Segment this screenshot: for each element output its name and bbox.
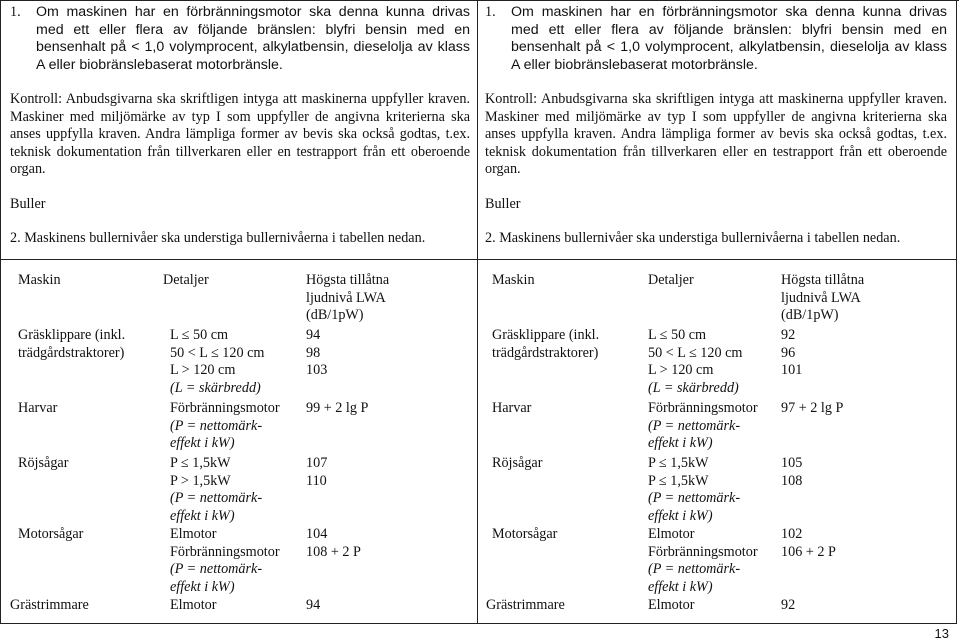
- left-row1-detail: 50 < L ≤ 120 cm: [170, 344, 265, 361]
- left-row4-detail: effekt i kW): [170, 578, 235, 595]
- right-th-hogsta: Högsta tillåtna ljudnivå LWA (dB/1pW): [781, 272, 865, 323]
- right-row4-detail: Elmotor: [648, 526, 695, 542]
- left-th-maskin: Maskin: [18, 272, 61, 288]
- left-row4-values: [306, 526, 361, 561]
- right-row4-detail: Förbränningsmotor: [648, 543, 758, 560]
- right-row4-details: [648, 526, 758, 596]
- right-row1-value: 101: [781, 362, 803, 378]
- right-item1-number: 1.: [485, 4, 496, 20]
- left-column: [10, 4, 470, 248]
- right-row3-detail: P ≤ 1,5kW: [648, 455, 709, 471]
- left-row2-values: [306, 400, 368, 418]
- right-row5-values: [781, 597, 795, 615]
- right-item1: [485, 4, 947, 74]
- right-column: [485, 4, 947, 248]
- right-row3-detail: P ≤ 1,5kW: [648, 472, 709, 489]
- left-item1-number: 1.: [10, 4, 21, 20]
- right-row1-detail: (L = skärbredd): [648, 379, 739, 396]
- left-row1-value: 103: [306, 362, 328, 378]
- left-row4-detail: Elmotor: [170, 526, 217, 542]
- right-row1-values: [781, 327, 802, 380]
- left-row2-detail: effekt i kW): [170, 435, 235, 451]
- left-row2-value: 99 + 2 lg P: [306, 400, 369, 416]
- right-row3-values: [781, 455, 802, 490]
- left-row3-detail: P ≤ 1,5kW: [170, 455, 231, 471]
- left-row3-detail: (P = nettomärk-: [170, 490, 263, 506]
- left-row4-value: 108 + 2 P: [306, 543, 361, 560]
- left-row2-machine: Harvar: [18, 400, 58, 416]
- left-row3-detail: P > 1,5kW: [170, 472, 231, 489]
- right-row1-details: [648, 327, 742, 397]
- right-row5-machine: Grästrimmare: [486, 597, 565, 613]
- right-row3-details: [648, 455, 740, 525]
- left-row4-details: [170, 526, 280, 596]
- right-row2-details: [648, 400, 758, 453]
- left-row2-details: [170, 400, 280, 453]
- left-row5-detail: Elmotor: [170, 597, 217, 613]
- right-item1-text: Om maskinen har en förbränningsmotor ska denna kunna drivas med ett eller flera av följande bränslen: blyfri bensin med en bensenhalt på < 1,0 volymprocent, alkylatbensin, dieselolja av klass A eller biobränslebaserat motorbränsle.: [511, 4, 947, 73]
- right-row4-value: 106 + 2 P: [781, 543, 836, 560]
- left-row3-value: 107: [306, 455, 328, 471]
- right-row2-detail: Förbränningsmotor: [648, 400, 758, 416]
- left-row3-machine: Röjsågar: [18, 455, 69, 471]
- right-th-detaljer: Detaljer: [648, 272, 694, 288]
- left-row1-value: 98: [306, 344, 321, 361]
- right-row4-detail: effekt i kW): [648, 578, 713, 595]
- right-row1-detail: L ≤ 50 cm: [648, 327, 707, 343]
- right-row1-machine: Gräsklippare (inkl. trädgårdstraktorer): [492, 327, 600, 361]
- right-row4-values: [781, 526, 836, 561]
- right-row4-value: 102: [781, 526, 803, 542]
- right-row2-detail: (P = nettomärk-: [648, 417, 741, 434]
- right-row1-value: 96: [781, 344, 796, 361]
- right-kontroll: [485, 91, 947, 179]
- page-number: 13: [934, 625, 949, 641]
- left-kontroll-text: Anbudsgivarna ska skriftligen intyga att maskinerna uppfyller kraven. Maskiner med miljömärke av typ I som uppfyller de angivna kriterierna ska anses uppfylla kraven. Andra lämpliga former av bevis ska också godtas, t.ex. teknisk dokumentation från tillverkaren eller en testrapport från ett oberoende organ.: [10, 91, 470, 177]
- right-row3-machine: Röjsågar: [492, 455, 543, 471]
- left-row5-details: [170, 597, 217, 615]
- frame-bottom: [0, 623, 957, 624]
- frame-left: [0, 0, 1, 624]
- left-row2-detail: (P = nettomärk-: [170, 417, 263, 434]
- left-row3-details: [170, 455, 262, 525]
- right-th-maskin: Maskin: [492, 272, 535, 288]
- left-row3-value: 110: [306, 472, 327, 489]
- left-th-hogsta: Högsta tillåtna ljudnivå LWA (dB/1pW): [306, 272, 390, 323]
- right-row1-detail: 50 < L ≤ 120 cm: [648, 344, 743, 361]
- right-row1-value: 92: [781, 327, 796, 343]
- right-heading-buller: Buller: [485, 195, 521, 212]
- left-th-detaljer: Detaljer: [163, 272, 209, 288]
- left-row1-value: 94: [306, 327, 321, 343]
- left-row5-machine: Grästrimmare: [10, 597, 89, 613]
- right-item2: 2. Maskinens bullernivåer ska understiga bullernivåerna i tabellen nedan.: [485, 230, 901, 246]
- left-row4-detail: (P = nettomärk-: [170, 561, 263, 577]
- left-row4-value: 104: [306, 526, 328, 542]
- left-row1-detail: (L = skärbredd): [170, 379, 261, 396]
- right-row2-value: 97 + 2 lg P: [781, 400, 844, 416]
- right-row3-detail: effekt i kW): [648, 507, 713, 524]
- left-row3-detail: effekt i kW): [170, 507, 235, 524]
- right-row2-values: [781, 400, 843, 418]
- right-row1-detail: L > 120 cm: [648, 362, 714, 378]
- left-row5-value: 94: [306, 597, 321, 613]
- left-row4-detail: Förbränningsmotor: [170, 543, 280, 560]
- left-kontroll: [10, 91, 470, 179]
- right-kontroll-text: Anbudsgivarna ska skriftligen intyga att maskinerna uppfyller kraven. Maskiner med miljömärke av typ I som uppfyller de angivna kriterierna ska anses uppfylla kraven. Andra lämpliga former av bevis ska också godtas, t.ex. teknisk dokumentation från tillverkaren eller en testrapport från ett oberoende organ.: [485, 91, 947, 177]
- left-row3-values: [306, 455, 327, 490]
- left-row1-detail: L > 120 cm: [170, 362, 236, 378]
- right-row5-detail: Elmotor: [648, 597, 695, 613]
- right-row4-detail: (P = nettomärk-: [648, 561, 741, 577]
- frame-mid: [477, 0, 478, 624]
- right-row3-detail: (P = nettomärk-: [648, 490, 741, 506]
- frame-right: [956, 0, 957, 624]
- right-row3-value: 105: [781, 455, 803, 471]
- frame-top: [0, 0, 959, 1]
- left-row1-detail: L ≤ 50 cm: [170, 327, 229, 343]
- left-heading-buller: Buller: [10, 195, 46, 212]
- left-row5-values: [306, 597, 320, 615]
- right-row4-machine: Motorsågar: [492, 526, 558, 542]
- left-row1-details: [170, 327, 264, 397]
- left-item1: [10, 4, 470, 74]
- right-row2-machine: Harvar: [492, 400, 532, 416]
- left-row1-values: [306, 327, 327, 380]
- right-row2-detail: effekt i kW): [648, 435, 713, 451]
- right-row5-details: [648, 597, 695, 615]
- left-row4-machine: Motorsågar: [18, 526, 84, 542]
- left-row1-machine: Gräsklippare (inkl. trädgårdstraktorer): [18, 327, 126, 361]
- frame-mid-horizontal: [0, 259, 957, 260]
- left-row2-detail: Förbränningsmotor: [170, 400, 280, 416]
- left-kontroll-label: Kontroll:: [10, 91, 63, 107]
- right-row5-value: 92: [781, 597, 796, 613]
- right-kontroll-label: Kontroll:: [485, 91, 538, 107]
- left-item1-text: Om maskinen har en förbränningsmotor ska denna kunna drivas med ett eller flera av följande bränslen: blyfri bensin med en bensenhalt på < 1,0 volymprocent, alkylatbensin, dieselolja av klass A eller biobränslebaserat motorbränsle.: [36, 4, 470, 73]
- left-item2: 2. Maskinens bullernivåer ska understiga bullernivåerna i tabellen nedan.: [10, 230, 426, 246]
- right-row3-value: 108: [781, 472, 803, 489]
